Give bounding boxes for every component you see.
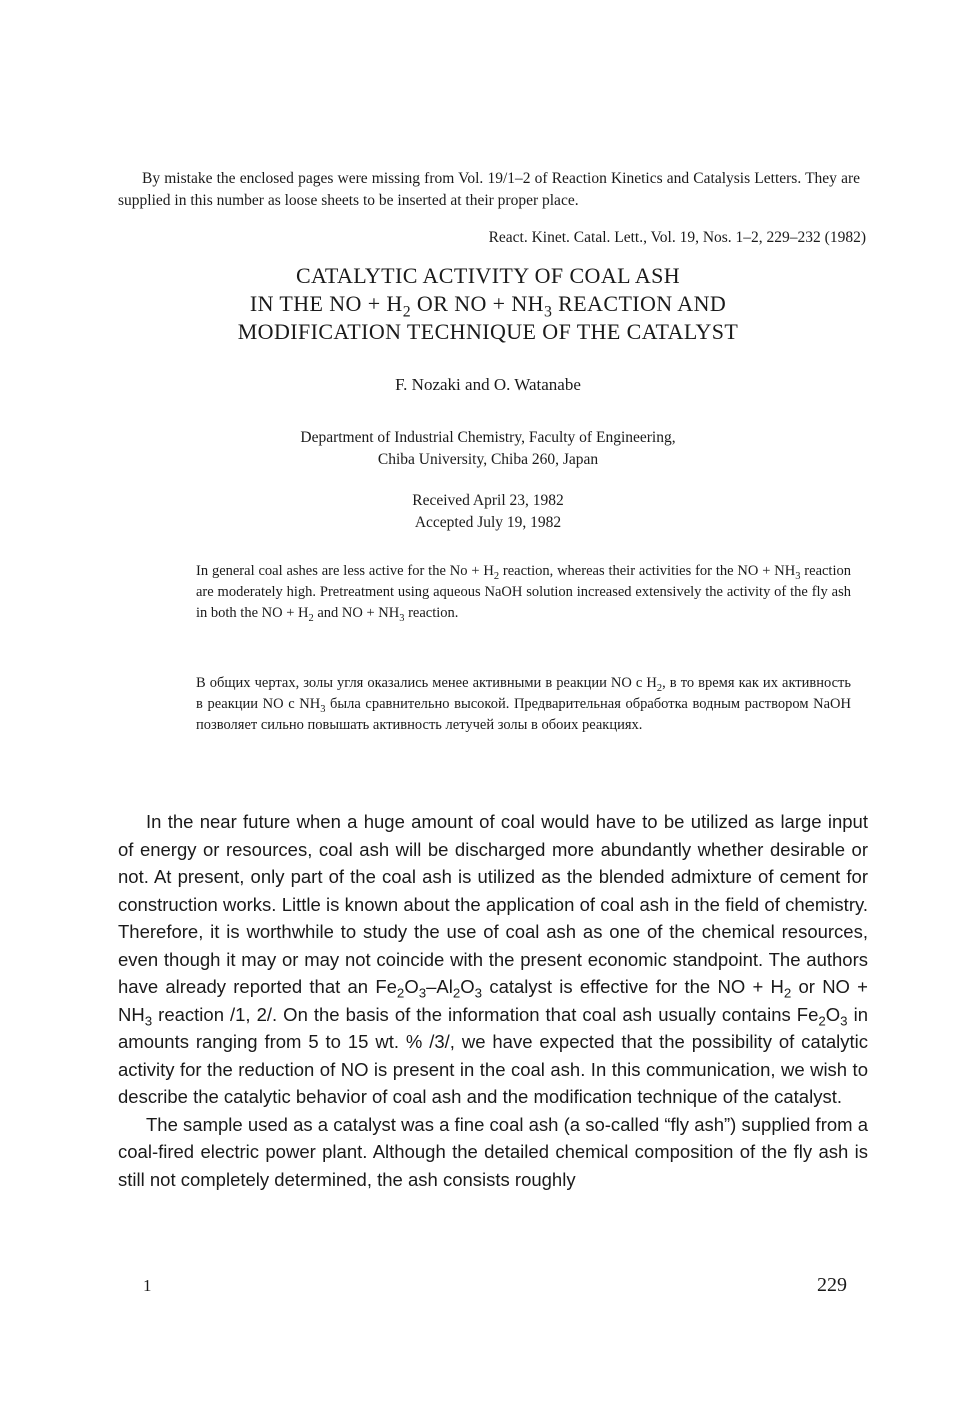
title-line-2: IN THE NO + $H_2$ OR NO + $NH_3$ REACTION AND [249,291,727,321]
submission-dates [0,490,976,534]
abstract-russian: В общих чертах, золы угля оказались менее активными в реакции NO с $H_2$, в то время как их активность в реакции NO с $NH_3$ была сравнительно высокой. Предварительная обработка водным раствором NaOH позволяет сильно повышать активность летучей золы в обоих реакциях. [196,675,851,733]
received-date: Received April 23, 1982 [412,492,564,509]
title-line-3: MODIFICATION TECHNIQUE OF THE CATALYST [237,319,739,344]
body-text [118,808,868,1193]
body-paragraph-1: In the near future when a huge amount of coal would have to be utilized as large input of energy or resources, coal ash will be discharged more abundantly whether desirable or not. At present, only part of the coal ash is utilized as the blended admixture of cement for construction works. Little is known about the application of coal ash in the field of chemistry. Therefore, it is worthwhile to study the use of coal ash as one of the chemical resources, even though it may or may not coincide with the present economic standpoint. The authors have already reported that an $Fe_2O_3-Al_2O_3$ catalyst is effective for the NO + $H_2$ or NO + $NH_3$ reaction /1, 2/. On the basis of the information that coal ash usually contains $Fe_2O_3$ in amounts ranging from 5 to 15 wt. % /3/, we have expected that the possibility of catalytic activity for the reduction of NO is present in the coal ash. In this communication, we wish to describe the catalytic behavior of coal ash and the modification technique of the catalyst. [118,811,868,1107]
abstract-english: In general coal ashes are less active for the $No + H_2$ reaction, whereas their activities for the NO + $NH_3$ reaction are moderately high. Pretreatment using aqueous NaOH solution increased extensively the activity of the fly ash in both the NO + $H_2$ and NO + $NH_3$ reaction. [196,563,851,624]
page-number: 229 [817,1274,847,1296]
affiliation: Department of Industrial Chemistry, Faculty of Engineering, Chiba University, Chiba 260, Japan [300,429,676,468]
journal-citation: React. Kinet. Catal. Lett., Vol. 19, Nos. 1–2, 229–232 (1982) [488,229,866,246]
signature-mark: 1 [143,1276,152,1295]
article-title [0,262,976,346]
erratum-note: By mistake the enclosed pages were missing from Vol. 19/1–2 of Reaction Kinetics and Catalysis Letters. They are supplied in this number as loose sheets to be inserted at their proper place. [118,170,860,209]
title-line-1: CATALYTIC ACTIVITY OF COAL ASH [295,263,681,288]
accepted-date: Accepted July 19, 1982 [414,514,562,531]
body-paragraph-2: The sample used as a catalyst was a fine coal ash (a so-called “fly ash”) supplied from a coal-fired electric power plant. Although the detailed chemical composition of the fly ash is still not completely determined, the ash consists roughly [118,1113,868,1190]
authors: F. Nozaki and O. Watanabe [395,375,581,394]
